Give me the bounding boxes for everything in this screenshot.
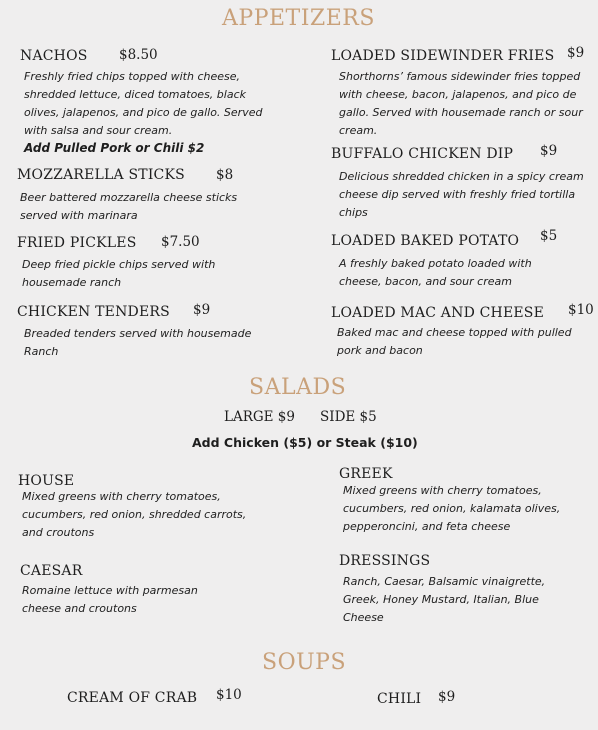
fries-description: Shorthorns’ famous sidewinder fries topped with cheese, bacon, jalapenos, and pico de gallo. Served with housemade ranch or sour cream. xyxy=(339,70,583,137)
appetizers-heading: APPETIZERS xyxy=(222,6,375,31)
tenders-description: Breaded tenders served with housemade Ranch xyxy=(24,327,252,358)
buffalo-price: $9 xyxy=(540,143,558,159)
pickles-description: Deep fried pickle chips served with housemade ranch xyxy=(22,258,216,289)
nachos-name: NACHOS xyxy=(20,48,88,64)
mac-name: LOADED MAC AND CHEESE xyxy=(331,305,545,321)
dressings-description: Ranch, Caesar, Balsamic vinaigrette, Greek, Honey Mustard, Italian, Blue Cheese xyxy=(343,575,546,624)
caesar-salad-description: Romaine lettuce with parmesan cheese and croutons xyxy=(22,584,198,615)
tenders-name: CHICKEN TENDERS xyxy=(17,304,170,320)
mozzarella-name: MOZZARELLA STICKS xyxy=(17,167,185,183)
salad-side-price: SIDE $5 xyxy=(320,409,377,425)
pickles-name: FRIED PICKLES xyxy=(17,235,137,251)
fries-price: $9 xyxy=(567,45,585,61)
potato-price: $5 xyxy=(540,228,558,244)
house-salad-name: HOUSE xyxy=(18,473,75,489)
caesar-salad-name: CAESAR xyxy=(20,563,83,579)
tenders-price: $9 xyxy=(193,302,211,318)
mozzarella-description: Beer battered mozzarella cheese sticks served with marinara xyxy=(20,191,238,222)
soups-heading: SOUPS xyxy=(262,650,347,675)
buffalo-description: Delicious shredded chicken in a spicy cream cheese dip served with freshly fried tortilla chips xyxy=(339,170,584,219)
buffalo-name: BUFFALO CHICKEN DIP xyxy=(331,146,514,162)
salads-heading: SALADS xyxy=(249,375,347,400)
fries-name: LOADED SIDEWINDER FRIES xyxy=(331,48,555,64)
nachos-description: Freshly fried chips topped with cheese, shredded lettuce, diced tomatoes, black olives, jalapenos, and pico de gallo. Served with salsa and sour cream. xyxy=(24,70,263,137)
nachos-price: $8.50 xyxy=(119,47,158,63)
crab-soup-price: $10 xyxy=(216,687,242,703)
potato-description: A freshly baked potato loaded with cheese, bacon, and sour cream xyxy=(339,257,532,288)
salad-addon: Add Chicken ($5) or Steak ($10) xyxy=(192,435,418,450)
mozzarella-price: $8 xyxy=(216,167,234,183)
mac-price: $10 xyxy=(568,302,594,318)
crab-soup-name: CREAM OF CRAB xyxy=(67,690,198,706)
pickles-price: $7.50 xyxy=(161,234,200,250)
greek-salad-description: Mixed greens with cherry tomatoes, cucumbers, red onion, kalamata olives, pepperoncini, and feta cheese xyxy=(343,484,561,533)
dressings-name: DRESSINGS xyxy=(339,553,431,569)
salad-large-price: LARGE $9 xyxy=(224,409,295,425)
nachos-addon: Add Pulled Pork or Chili $2 xyxy=(24,141,205,155)
mac-description: Baked mac and cheese topped with pulled pork and bacon xyxy=(337,326,572,357)
chili-soup-name: CHILI xyxy=(377,691,422,707)
potato-name: LOADED BAKED POTATO xyxy=(331,233,520,249)
greek-salad-name: GREEK xyxy=(339,466,393,482)
house-salad-description: Mixed greens with cherry tomatoes, cucumbers, red onion, shredded carrots, and croutons xyxy=(22,490,247,539)
chili-soup-price: $9 xyxy=(438,689,456,705)
